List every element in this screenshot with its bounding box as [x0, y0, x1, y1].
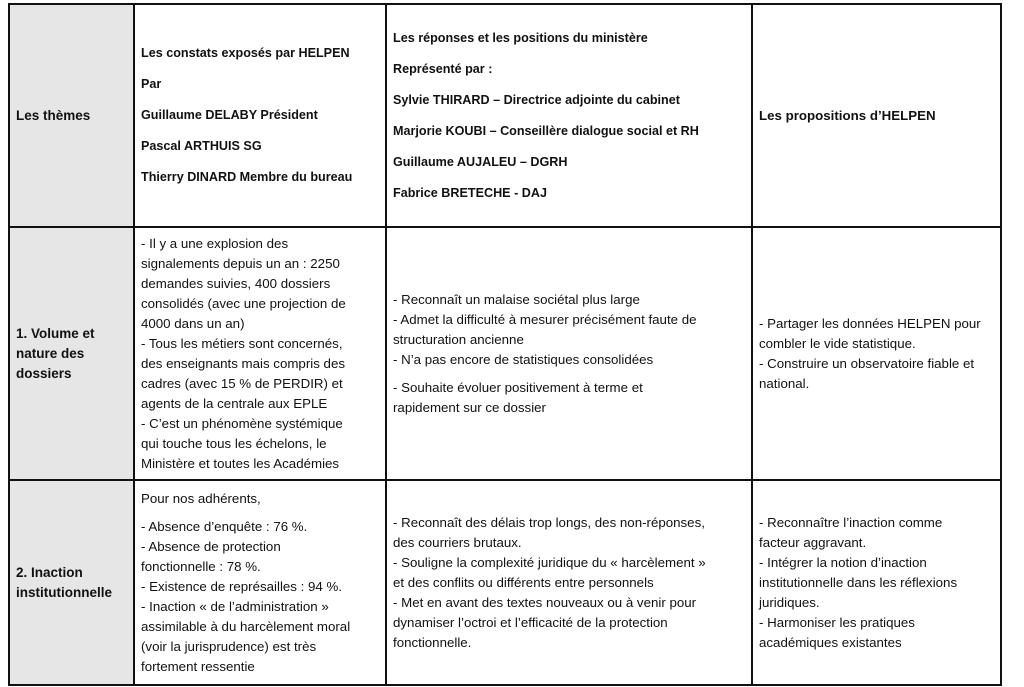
text-line: qui touche tous les échelons, le — [141, 435, 327, 451]
text-line: demandes suivies, 400 dossiers — [141, 275, 331, 291]
text-line: consolidés (avec une projection de — [141, 295, 346, 311]
reponses-block — [393, 378, 745, 418]
reponses-person: Guillaume AUJALEU – DGRH — [393, 154, 568, 169]
reponses-cell — [386, 480, 752, 685]
header-propositions: Les propositions d’HELPEN — [752, 4, 1001, 227]
text-line: - Absence d’enquête : 76 %. — [141, 518, 308, 534]
text-line: - Absence de protection — [141, 538, 281, 554]
text-line: - Partager les données HELPEN pour — [759, 315, 981, 331]
text-line: académiques existantes — [759, 634, 902, 650]
text-line: - N’a pas encore de statistiques consolidées — [393, 351, 654, 367]
reponses-represente: Représenté par : — [393, 61, 493, 76]
table-row — [9, 480, 1001, 685]
text-line: fonctionnelle. — [393, 634, 472, 650]
text-line: Ministère et toutes les Académies — [141, 455, 340, 471]
constats-title: Les constats exposés par HELPEN — [141, 46, 350, 60]
text-line: - Reconnaît des délais trop longs, des non-réponses, — [393, 514, 705, 530]
constats-intro — [141, 489, 379, 509]
text-line: fonctionnelle : 78 %. — [141, 558, 261, 574]
theme-line: dossiers — [16, 365, 72, 381]
header-reponses — [386, 4, 752, 227]
text-line: national. — [759, 375, 810, 391]
theme-cell — [9, 480, 134, 685]
reponses-block — [393, 290, 745, 370]
text-line: cadres (avec 15 % de PERDIR) et — [141, 375, 343, 391]
header-row — [9, 4, 1001, 227]
text-line: agents de la centrale aux EPLE — [141, 395, 328, 411]
reponses-cell — [386, 227, 752, 480]
text-line: des courriers brutaux. — [393, 534, 522, 550]
text-line: rapidement sur ce dossier — [393, 399, 546, 415]
constats-person: Thierry DINARD Membre du bureau — [141, 170, 353, 184]
header-themes: Les thèmes — [9, 4, 134, 227]
text-line: - Construire un observatoire fiable et — [759, 355, 975, 371]
text-line: 4000 dans un an) — [141, 315, 245, 331]
text-line: - Harmoniser les pratiques — [759, 614, 915, 630]
text-line: - Admet la difficulté à mesurer précisément faute de — [393, 311, 697, 327]
text-line: - Inaction « de l’administration » — [141, 598, 329, 614]
reponses-title: Les réponses et les positions du ministère — [393, 30, 648, 45]
reponses-person: Fabrice BRETECHE - DAJ — [393, 185, 547, 200]
text-line: combler le vide statistique. — [759, 335, 916, 351]
constats-cell — [134, 227, 386, 480]
text-line: et des conflits ou différents entre personnels — [393, 574, 654, 590]
text-line: juridiques. — [759, 594, 820, 610]
constats-par: Par — [141, 77, 162, 91]
reponses-person: Sylvie THIRARD – Directrice adjointe du cabinet — [393, 92, 680, 107]
theme-line: institutionnelle — [16, 584, 112, 600]
text-line: signalements depuis un an : 2250 — [141, 255, 340, 271]
constats-cell — [134, 480, 386, 685]
text-line: structuration ancienne — [393, 331, 524, 347]
text-line: fortement ressentie — [141, 658, 255, 674]
text-line: - Tous les métiers sont concernés, — [141, 335, 343, 351]
text-line: - C’est un phénomène systémique — [141, 415, 343, 431]
text-line: - Reconnaître l’inaction comme — [759, 514, 943, 530]
text-line: - Reconnaît un malaise sociétal plus large — [393, 291, 640, 307]
theme-line: 2. Inaction — [16, 564, 83, 580]
text-line: dynamiser l’octroi et l’efficacité de la protection — [393, 614, 668, 630]
theme-line: 1. Volume et — [16, 325, 95, 341]
text-line: - Intégrer la notion d’inaction — [759, 554, 927, 570]
propositions-cell — [752, 227, 1001, 480]
header-constats — [134, 4, 386, 227]
constats-person: Pascal ARTHUIS SG — [141, 139, 262, 153]
theme-cell — [9, 227, 134, 480]
propositions-cell — [752, 480, 1001, 685]
text-line: - Souhaite évoluer positivement à terme et — [393, 379, 643, 395]
text-line: (voir la jurisprudence) est très — [141, 638, 317, 654]
text-line: assimilable à du harcèlement moral — [141, 618, 351, 634]
text-line: - Il y a une explosion des — [141, 235, 289, 251]
constats-person: Guillaume DELABY Président — [141, 108, 318, 122]
text-line: - Existence de représailles : 94 %. — [141, 578, 343, 594]
text-line: facteur aggravant. — [759, 534, 867, 550]
text-line: Pour nos adhérents, — [141, 490, 261, 506]
comparison-table — [8, 3, 1002, 686]
table-row — [9, 227, 1001, 480]
reponses-person: Marjorie KOUBI – Conseillère dialogue social et RH — [393, 123, 699, 138]
text-line: institutionnelle dans les réflexions — [759, 574, 958, 590]
text-line: - Met en avant des textes nouveaux ou à venir pour — [393, 594, 697, 610]
text-line: des enseignants mais compris des — [141, 355, 345, 371]
theme-line: nature des — [16, 345, 85, 361]
text-line: - Souligne la complexité juridique du « harcèlement » — [393, 554, 706, 570]
